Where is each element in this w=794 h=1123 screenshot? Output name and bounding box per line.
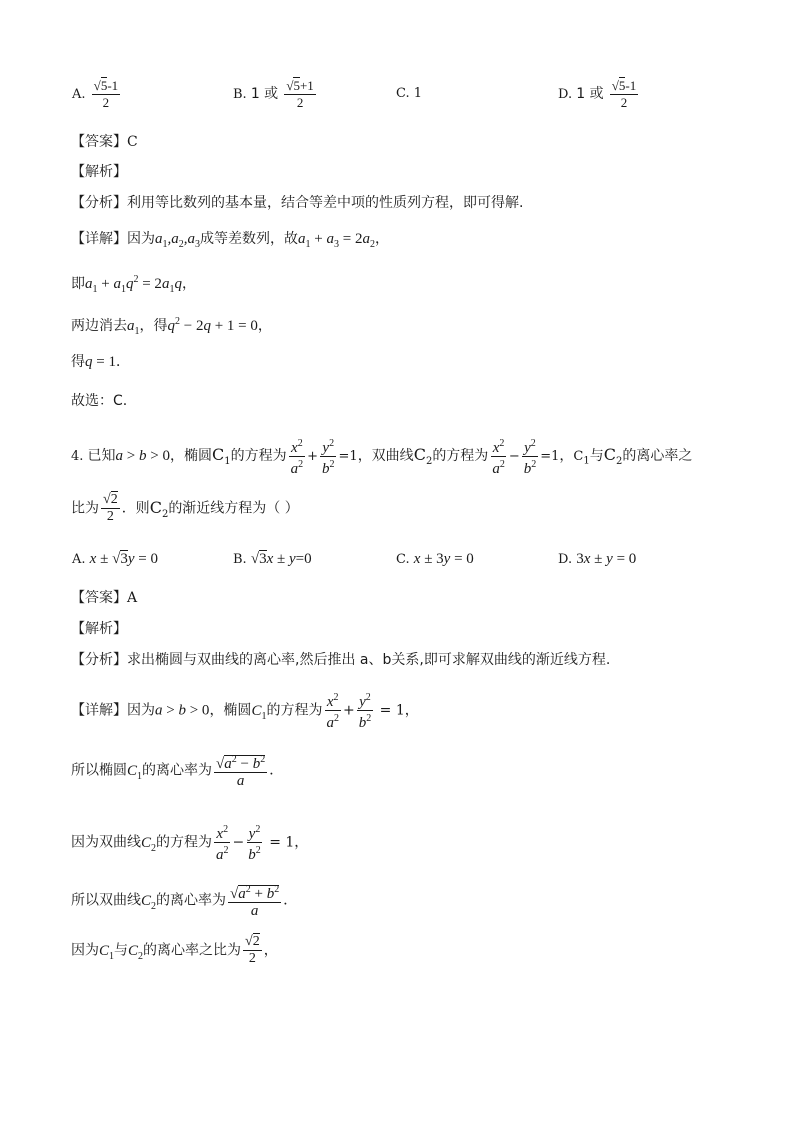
q3-option-b: B. 1 或 $\frac{√5+1}{2}$ (233, 78, 314, 110)
q3-line2: 即$a_1 + a_1q^2 = 2a_1q$， (71, 274, 196, 295)
q4-detail-2: 所以椭圆$C_1$的离心率为 $\frac{√a^2 - b^2}{a}$ ． (71, 754, 284, 789)
q4-detail-3: 因为双曲线$C_2$的方程为 $\frac{x^2}{a^2}$ − $\frac{y^2}{b^2}$ = 1， (71, 824, 309, 863)
q4-detail-4: 所以双曲线$C_2$的离心率为 $\frac{√a^2 + b^2}{a}$ ． (71, 884, 298, 919)
q3-option-a: A. $\frac{√5-1}{2}$ (72, 78, 119, 110)
q4-option-d: D. 3x ± y = 0 (558, 551, 637, 567)
q3-choose: 故选：C. (71, 393, 128, 409)
q4-detail-5: 因为$C_1$与$C_2$的离心率之比为 $\frac{√2}{2}$ ， (71, 934, 278, 966)
q3-line4: 得q = 1． (71, 354, 130, 370)
q3-answer: 【答案】C (71, 134, 138, 150)
q4-jiexi: 【解析】 (71, 621, 127, 637)
q4-stem-line1: 4. 已知a > b > 0，椭圆$C_1$的方程为 $\frac{x^2}{a^2}$ + $\frac{y^2}{b^2}$ =1，双曲线$C_2$的方程为 $\frac{x^2}{a^2}$ − $\frac{y^2}{b^2}$ =1，$C_1$与$C_2$的离心率之 (71, 438, 693, 477)
q4-option-c: C. x ± 3y = 0 (396, 551, 474, 567)
q4-option-b: B. √3x ± y=0 (233, 551, 312, 567)
q3-jiexi: 【解析】 (71, 164, 127, 180)
q4-answer: 【答案】A (71, 590, 138, 606)
q4-stem-line2: 比为 $\frac{√2}{2}$ ．则$C_2$的渐近线方程为（ ） (71, 492, 299, 524)
q3-option-d: D. 1 或 $\frac{√5-1}{2}$ (558, 78, 637, 110)
q4-fenxi: 【分析】求出椭圆与双曲线的离心率,然后推出 a、b关系,即可求解双曲线的渐近线方程. (71, 652, 611, 668)
q4-detail-1: 【详解】因为a > b > 0，椭圆$C_1$的方程为 $\frac{x^2}{a^2}$ + $\frac{y^2}{b^2}$ = 1， (71, 692, 419, 731)
q3-option-c: C. 1 (396, 86, 423, 101)
q4-option-a: A. x ± √3y = 0 (72, 551, 158, 567)
q3-xiangjie: 【详解】因为$a_1,a_2,a_3$成等差数列，故$a_1 + a_3 = 2a_2$， (71, 231, 389, 250)
q3-line3: 两边消去$a_1$，得$q^2 - 2q + 1 = 0$， (71, 316, 272, 337)
q3-fenxi: 【分析】利用等比数列的基本量，结合等差中项的性质列方程，即可得解. (71, 195, 524, 211)
